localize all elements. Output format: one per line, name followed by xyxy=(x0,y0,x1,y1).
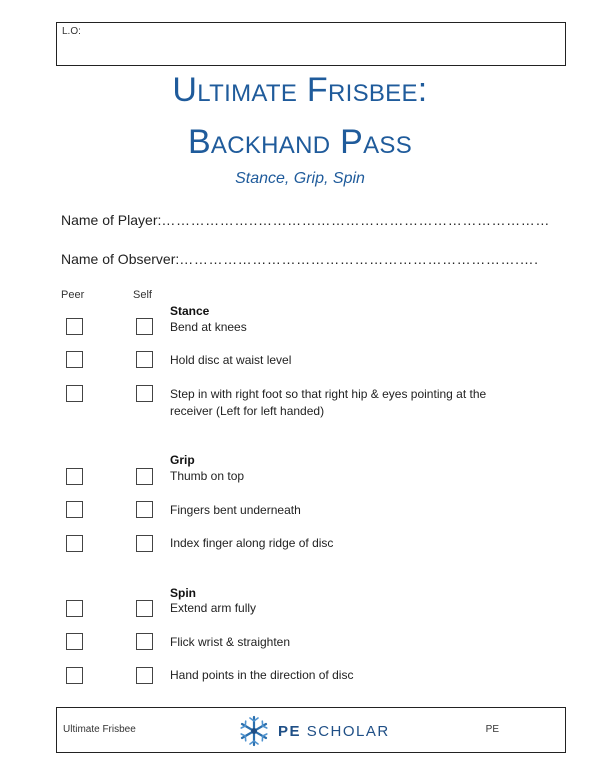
self-checkbox[interactable] xyxy=(136,501,153,518)
checklist-item: Bend at knees xyxy=(170,320,247,334)
learning-objective-box xyxy=(56,22,566,66)
snowflake-logo-icon xyxy=(238,715,270,747)
peer-checkbox[interactable] xyxy=(66,318,83,335)
footer-left-text: Ultimate Frisbee xyxy=(63,724,136,735)
section-title-grip: Grip xyxy=(170,453,195,467)
peer-checkbox[interactable] xyxy=(66,633,83,650)
page-title-line1: Ultimate Frisbee: xyxy=(172,71,428,109)
player-name-field[interactable] xyxy=(61,212,550,228)
self-checkbox[interactable] xyxy=(136,633,153,650)
self-checkbox[interactable] xyxy=(136,535,153,552)
observer-name-dots: …………………………………………………………….…. xyxy=(179,251,539,267)
peer-column-header: Peer xyxy=(61,289,85,301)
peer-checkbox[interactable] xyxy=(66,667,83,684)
peer-checkbox[interactable] xyxy=(66,468,83,485)
section-title-spin: Spin xyxy=(170,586,196,600)
observer-name-field[interactable] xyxy=(61,251,539,267)
peer-checkbox[interactable] xyxy=(66,385,83,402)
player-name-label: Name of Player: xyxy=(61,212,162,228)
peer-checkbox[interactable] xyxy=(66,501,83,518)
self-column-header: Self xyxy=(133,289,152,301)
checklist-item: Flick wrist & straighten xyxy=(170,635,291,649)
logo-pe-text: PE xyxy=(278,722,302,740)
logo-scholar-text: SCHOLAR xyxy=(306,722,390,740)
peer-checkbox[interactable] xyxy=(66,600,83,617)
self-checkbox[interactable] xyxy=(136,351,153,368)
peer-checkbox[interactable] xyxy=(66,351,83,368)
section-title-stance: Stance xyxy=(170,304,210,318)
self-checkbox[interactable] xyxy=(136,600,153,617)
checklist-item: Hold disc at waist level xyxy=(170,353,292,367)
page-footer xyxy=(56,707,566,753)
checklist-item: Index finger along ridge of disc xyxy=(170,536,334,550)
self-checkbox[interactable] xyxy=(136,468,153,485)
page-subtitle: Stance, Grip, Spin xyxy=(235,170,365,187)
footer-right-text: PE xyxy=(485,724,499,735)
observer-name-label: Name of Observer: xyxy=(61,251,180,267)
checklist-item: Step in with right foot so that right hip & eyes pointing at the receiver (Left for left handed) xyxy=(170,387,487,418)
checklist-item: Extend arm fully xyxy=(170,601,257,615)
page-title-line2: Backhand Pass xyxy=(187,123,413,161)
self-checkbox[interactable] xyxy=(136,385,153,402)
pe-scholar-logo xyxy=(238,712,390,750)
peer-checkbox[interactable] xyxy=(66,535,83,552)
logo-wordmark xyxy=(278,723,390,740)
checklist-item: Fingers bent underneath xyxy=(170,503,301,517)
checklist-item: Thumb on top xyxy=(170,469,245,483)
self-checkbox[interactable] xyxy=(136,667,153,684)
lo-label: L.O: xyxy=(62,26,81,37)
checklist-item: Hand points in the direction of disc xyxy=(170,668,354,682)
self-checkbox[interactable] xyxy=(136,318,153,335)
player-name-dots: ………………..…………………………………………………… xyxy=(161,212,550,228)
